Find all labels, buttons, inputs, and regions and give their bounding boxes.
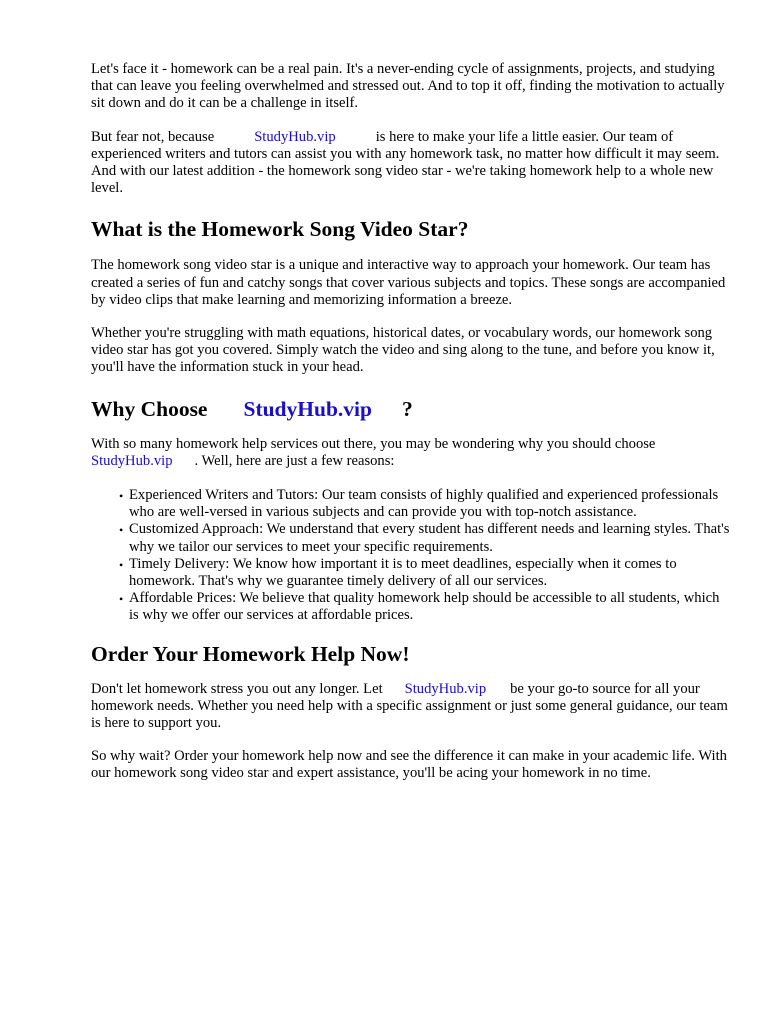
heading-homework-song-video-star: What is the Homework Song Video Star?: [91, 217, 469, 242]
heading-question-mark: ?: [401, 396, 413, 421]
bullet-icon: •: [119, 592, 124, 607]
bullet-icon: •: [119, 557, 124, 572]
reason-text: Customized Approach: We understand that every student has different needs and learning styles. That's why we tailor our services to meet your specific requirements.: [129, 521, 730, 555]
order-paragraph: [91, 681, 731, 733]
order-text-after: be your go-to source for all your homework needs. Whether you need help with a specific assignment or just some general guidance, our team is here to support you.: [91, 680, 728, 732]
studyhub-order-link[interactable]: StudyHub.vip: [404, 680, 487, 697]
studyhub-heading-link[interactable]: StudyHub.vip: [243, 396, 372, 421]
why-choose-text-after: . Well, here are just a few reasons:: [194, 452, 395, 469]
list-item: [119, 487, 731, 521]
intro-text-before: But fear not, because: [91, 128, 215, 145]
document-page: [91, 61, 731, 783]
heading-why-choose: [91, 397, 731, 422]
reason-text: Timely Delivery: We know how important it is to meet deadlines, especially when it comes to homework. That's why we guarantee timely delivery of all our services.: [129, 555, 677, 590]
studyhub-inline-link[interactable]: StudyHub.vip: [91, 452, 173, 469]
order-text-before: Don't let homework stress you out any longer. Let: [91, 680, 383, 697]
closing-paragraph: So why wait? Order your homework help now and see the difference it can make in your academic life. With our homework song video star and expert assistance, you'll be acing your homework in no time.: [91, 748, 727, 782]
bullet-icon: •: [119, 489, 124, 504]
why-choose-intro: [91, 436, 731, 470]
video-star-benefit: Whether you're struggling with math equations, historical dates, or vocabulary words, our homework song video star has got you covered. Simply watch the video and sing along to the tune, and before you know it, you'll have the information stuck in your head.: [91, 325, 715, 376]
list-item: [119, 590, 731, 624]
intro-paragraph-2: [91, 129, 731, 198]
heading-why-choose-text: Why Choose: [91, 396, 208, 421]
bullet-icon: •: [119, 523, 124, 538]
why-choose-text-before: With so many homework help services out there, you may be wondering why you should choose: [91, 435, 656, 452]
list-item: [119, 555, 731, 590]
studyhub-link[interactable]: StudyHub.vip: [254, 128, 336, 145]
reason-text: Experienced Writers and Tutors: Our team consists of highly qualified and experienced professionals who are well-versed in various subjects and can provide you with top-notch assistance.: [129, 487, 719, 521]
video-star-description: The homework song video star is a unique and interactive way to approach your homework. Our team has created a series of fun and catchy songs that cover various subjects and topics. These songs are accompanied by video clips that make learning and memorizing information a breeze.: [91, 257, 726, 308]
heading-order-now: Order Your Homework Help Now!: [91, 641, 410, 666]
reasons-list: [91, 487, 731, 625]
list-item: [119, 521, 731, 555]
reason-text: Affordable Prices: We believe that quality homework help should be accessible to all students, which is why we offer our services at affordable prices.: [129, 590, 720, 624]
intro-paragraph: Let's face it - homework can be a real pain. It's a never-ending cycle of assignments, projects, and studying that can leave you feeling overwhelmed and stressed out. And to top it off, finding the motivation to actually sit down and do it can be a challenge in itself.: [91, 61, 725, 112]
intro-text-after: is here to make your life a little easier. Our team of experienced writers and tutors can assist you with any homework task, no matter how difficult it may seem. And with our latest addition - the homework song video star - we're taking homework help to a whole new level.: [91, 128, 720, 197]
